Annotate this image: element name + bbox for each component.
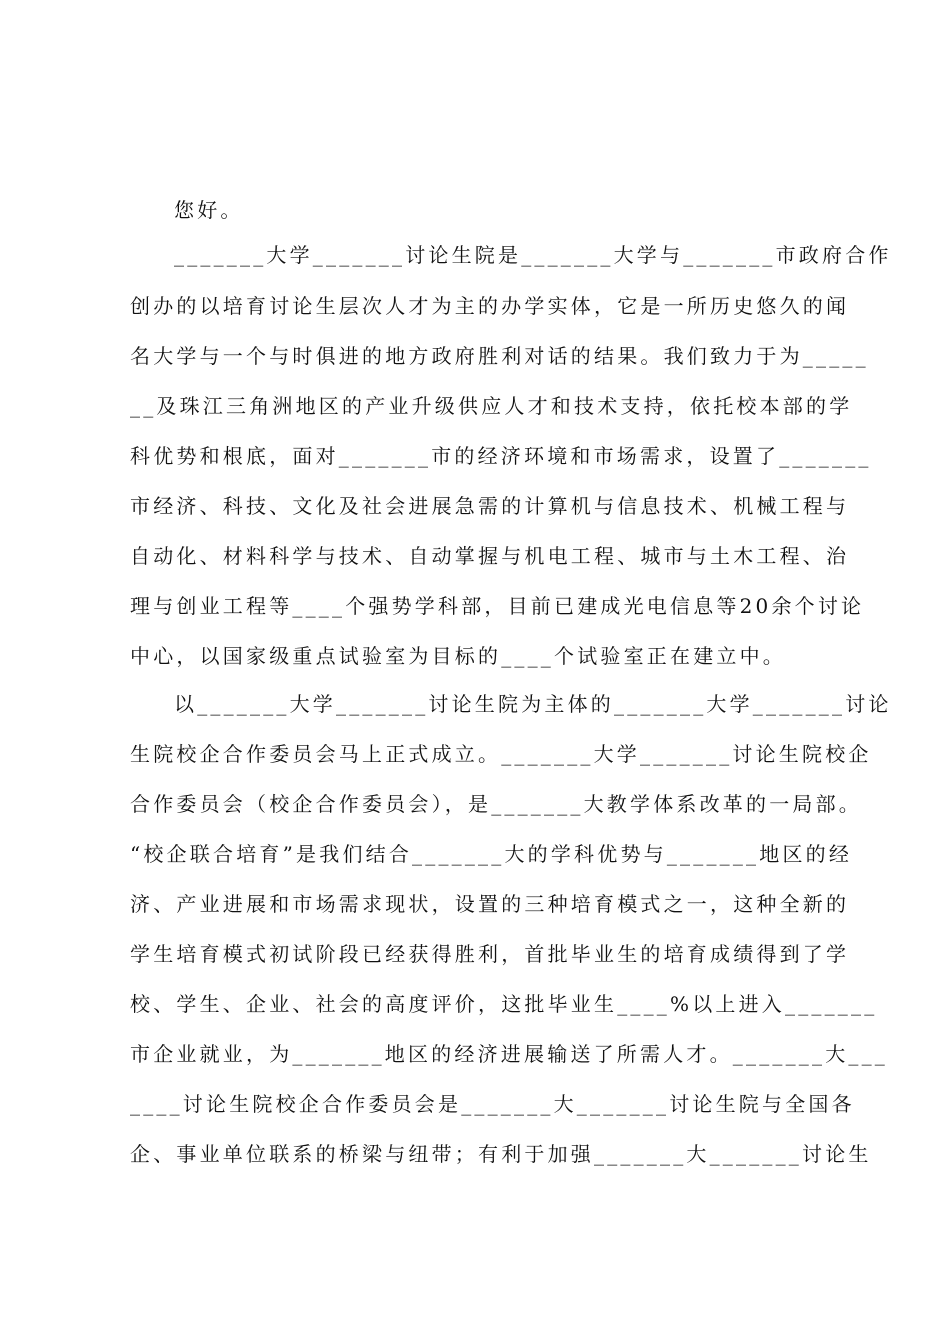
paragraph-2-line-5: 济、产业进展和市场需求现状，设置的三种培育模式之一，这种全新的 xyxy=(130,892,850,916)
paragraph-2-line-8: 市企业就业，为_______地区的经济进展输送了所需人才。_______大___ xyxy=(130,1042,888,1066)
paragraph-1-line-8: 理与创业工程等____个强势学科部，目前已建成光电信息等20余个讨论 xyxy=(130,594,865,618)
paragraph-2-line-2: 生院校企合作委员会马上正式成立。_______大学_______讨论生院校企 xyxy=(130,742,872,766)
paragraph-2-line-3: 合作委员会（校企合作委员会），是_______大教学体系改革的一局部。 xyxy=(130,792,862,816)
paragraph-1-line-7: 自动化、材料科学与技术、自动掌握与机电工程、城市与土木工程、治 xyxy=(130,544,850,568)
paragraph-2-line-9: ____讨论生院校企合作委员会是_______大_______讨论生院与全国各 xyxy=(130,1092,855,1116)
paragraph-1-line-6: 市经济、科技、文化及社会进展急需的计算机与信息技术、机械工程与 xyxy=(130,494,850,518)
paragraph-1-line-3: 名大学与一个与时俱进的地方政府胜利对话的结果。我们致力于为_____ xyxy=(130,344,869,368)
paragraph-2-line-6: 学生培育模式初试阶段已经获得胜利，首批毕业生的培育成绩得到了学 xyxy=(130,942,850,966)
paragraph-1-line-2: 创办的以培育讨论生层次人才为主的办学实体，它是一所历史悠久的闻 xyxy=(130,294,850,318)
paragraph-1-line-5: 科优势和根底，面对_______市的经济环境和市场需求，设置了_______ xyxy=(130,444,872,468)
paragraph-1-line-9: 中心，以国家级重点试验室为目标的____个试验室正在建立中。 xyxy=(130,644,786,668)
paragraph-1-line-4: __及珠江三角洲地区的产业升级供应人才和技术支持，依托校本部的学 xyxy=(130,394,853,418)
greeting: 您好。 xyxy=(174,198,244,222)
paragraph-2-line-7: 校、学生、企业、社会的高度评价，这批毕业生____%以上进入_______ xyxy=(130,992,878,1016)
paragraph-2-line-10: 企、事业单位联系的桥梁与纽带；有利于加强_______大_______讨论生 xyxy=(130,1142,872,1166)
paragraph-1-line-1: _______大学_______讨论生院是_______大学与_______市政府合作 xyxy=(174,243,892,267)
paragraph-2-line-4: “校企联合培育”是我们结合_______大的学科优势与_______地区的经 xyxy=(130,842,853,866)
paragraph-2-line-1: 以_______大学_______讨论生院为主体的_______大学_______讨论 xyxy=(174,692,892,716)
